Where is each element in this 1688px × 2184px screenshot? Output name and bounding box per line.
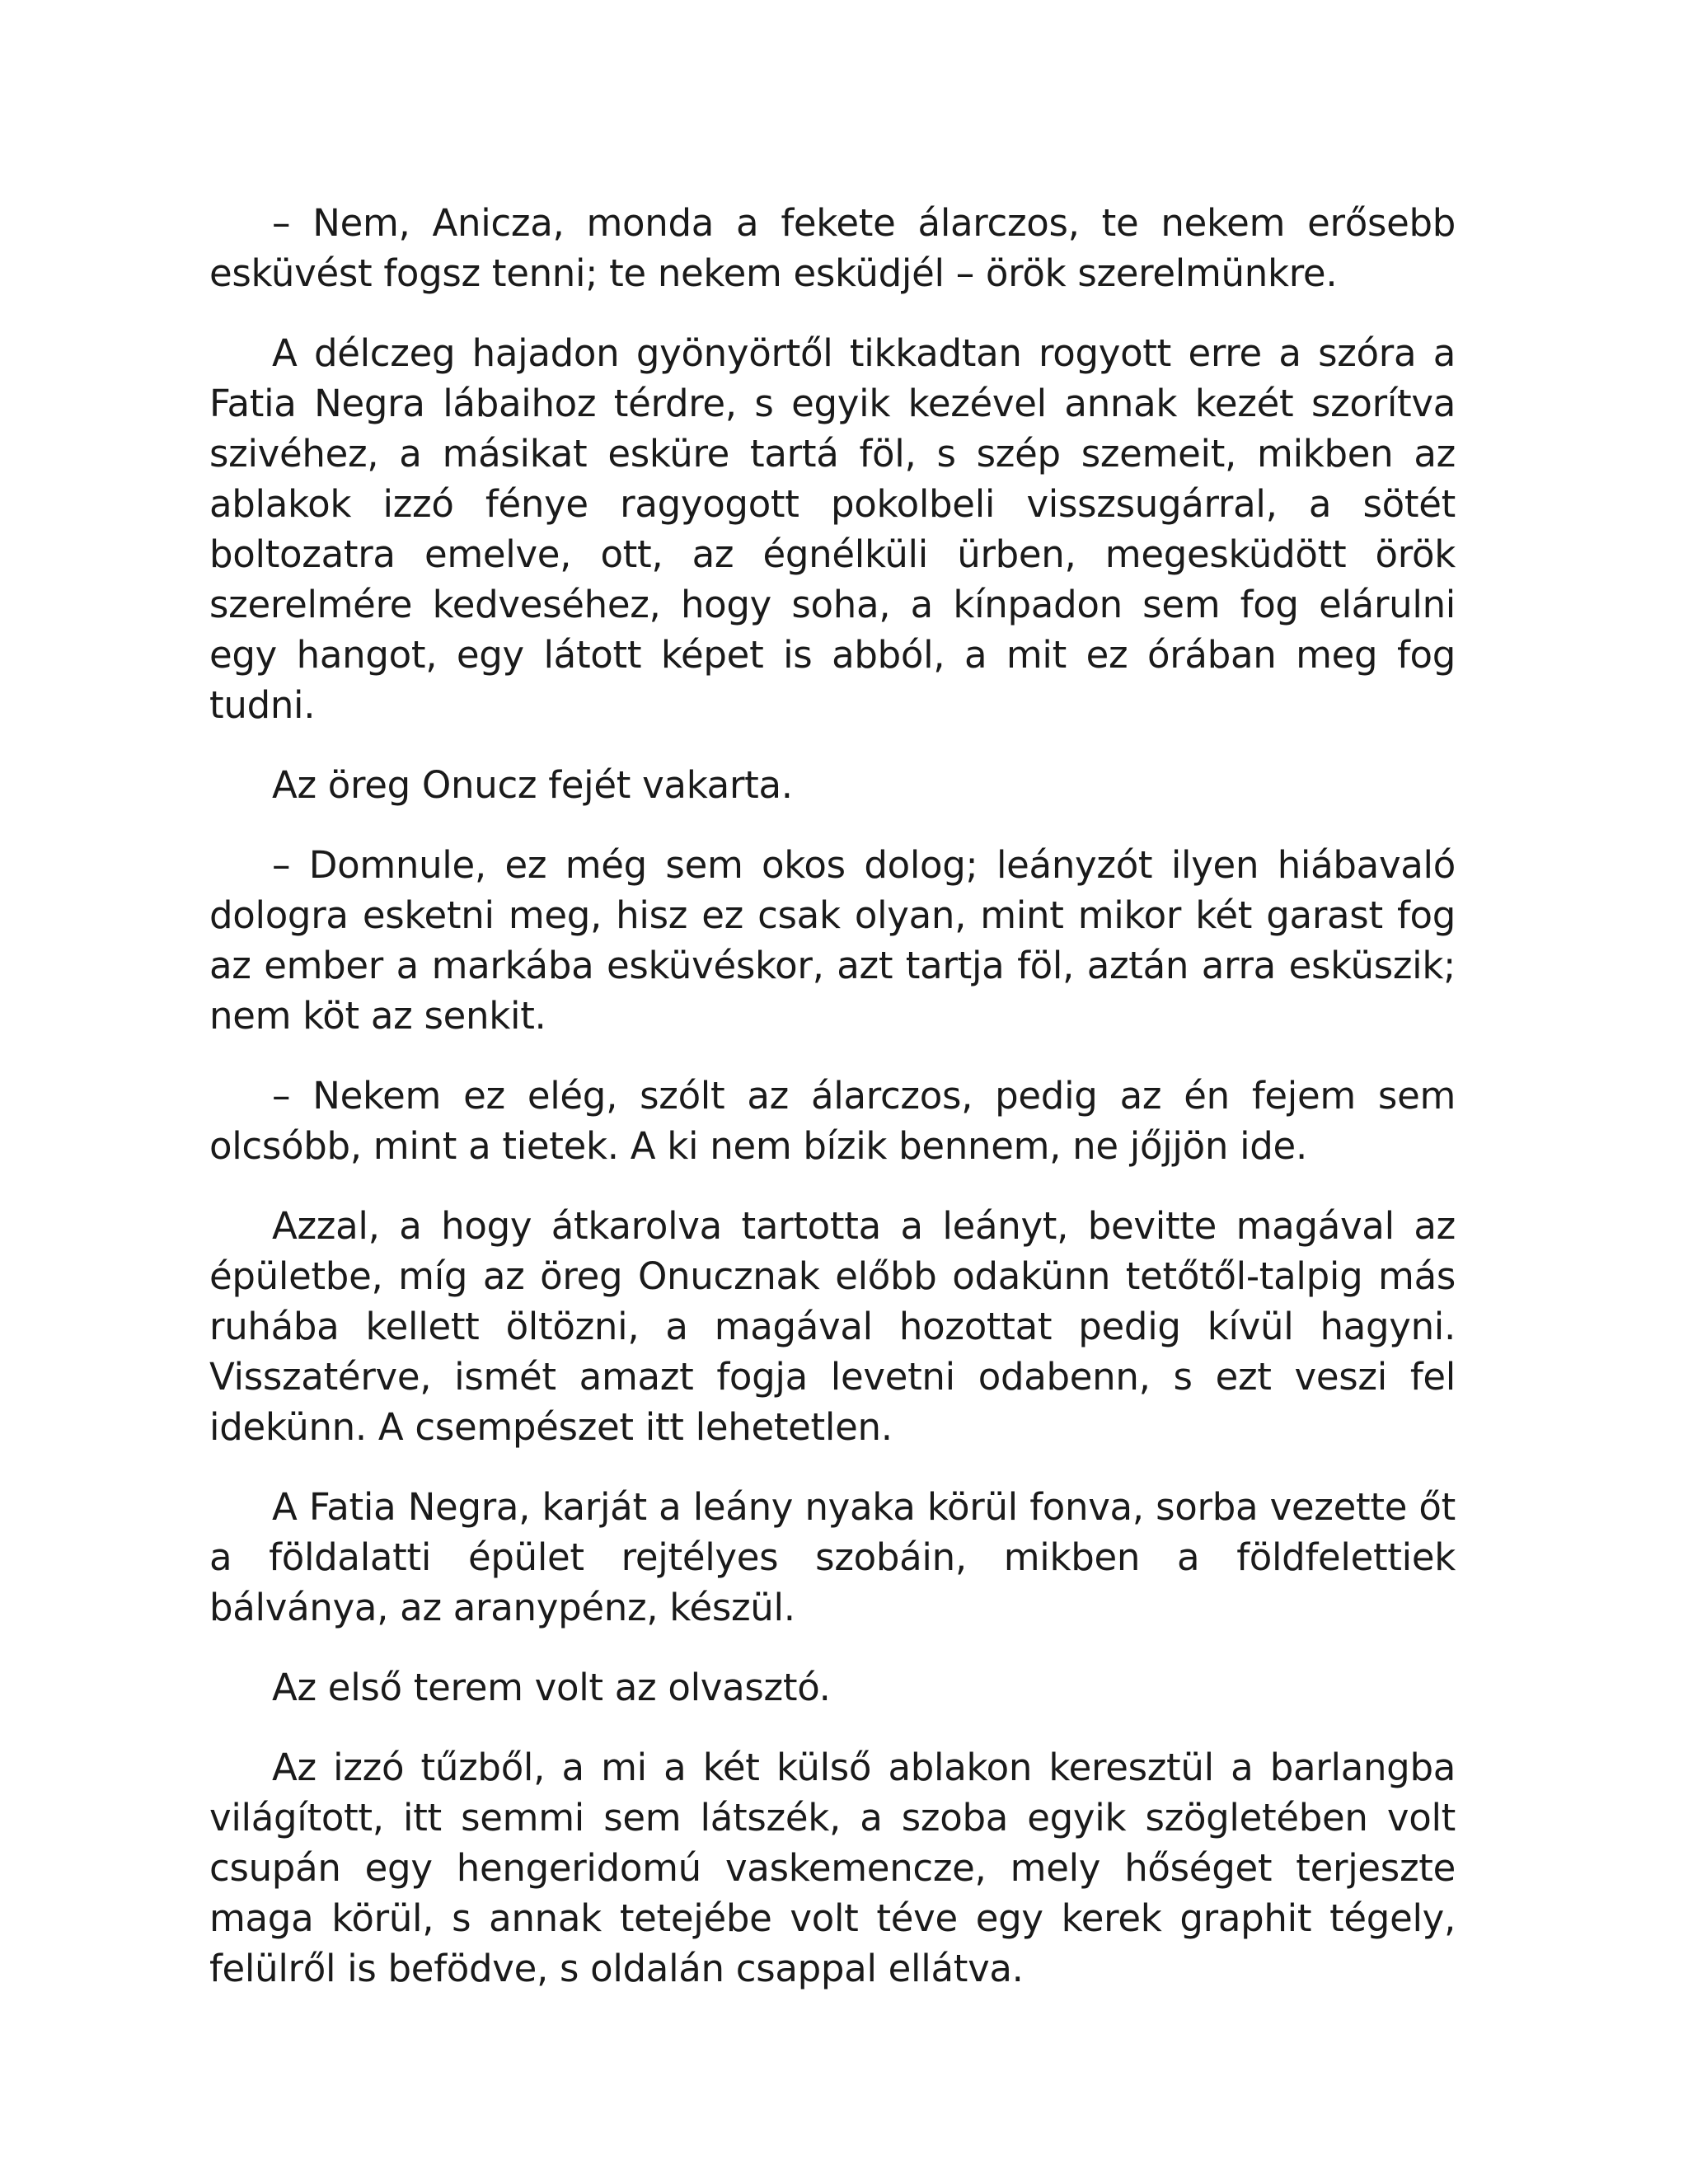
paragraph: Azzal, a hogy átkarolva tartotta a leányt, bevitte magával az épületbe, míg az öreg Onucznak előbb odakünn tetőtől-talpig más ruhába kellett öltözni, a magával hozottat pedig kívül hagyni. Visszatérve, ismét amazt fogja levetni odabenn, s ezt veszi fel idekünn. A csempészet itt lehetetlen. — [209, 1204, 1456, 1449]
paragraph: A délczeg hajadon gyönyörtől tikkadtan rogyott erre a szóra a Fatia Negra lábaihoz térdre, s egyik kezével annak kezét szorítva szivéhez, a másikat esküre tartá föl, s szép szemeit, mikben az ablakok izzó fénye ragyogott pokolbeli visszsugárral, a sötét boltozatra emelve, ott, az égnélküli ürben, megesküdött örök szerelmére kedveséhez, hogy soha, a kínpadon sem fog elárulni egy hangot, egy látott képet is abból, a mit ez órában meg fog tudni. — [209, 331, 1456, 727]
page-text — [209, 198, 1456, 2023]
paragraph: – Nem, Anicza, monda a fekete álarczos, te nekem erősebb esküvést fogsz tenni; te nekem esküdjél – örök szerelmünkre. — [209, 201, 1456, 295]
paragraph: Az első terem volt az olvasztó. — [272, 1666, 831, 1709]
paragraph: A Fatia Negra, karját a leány nyaka körül fonva, sorba vezette őt a földalatti épület rejtélyes szobáin, mikben a földfelettiek bálványa, az aranypénz, készül. — [209, 1485, 1456, 1629]
paragraph: Az izzó tűzből, a mi a két külső ablakon keresztül a barlangba világított, itt semmi sem látszék, a szoba egyik szögletében volt csupán egy hengeridomú vaskemencze, mely hőséget terjeszte maga körül, s annak tetejébe volt téve egy kerek graphit tégely, felülről is befödve, s oldalán csappal ellátva. — [209, 1746, 1456, 1990]
paragraph: – Domnule, ez még sem okos dolog; leányzót ilyen hiábavaló dologra esketni meg, hisz ez csak olyan, mint mikor két garast fog az ember a markába esküvéskor, azt tartja föl, aztán arra esküszik; nem köt az senkit. — [209, 843, 1456, 1038]
paragraph: Az öreg Onucz fejét vakarta. — [272, 763, 793, 807]
paragraph: – Nekem ez elég, szólt az álarczos, pedig az én fejem sem olcsóbb, mint a tietek. A ki nem bízik bennem, ne jőjjön ide. — [209, 1074, 1456, 1168]
